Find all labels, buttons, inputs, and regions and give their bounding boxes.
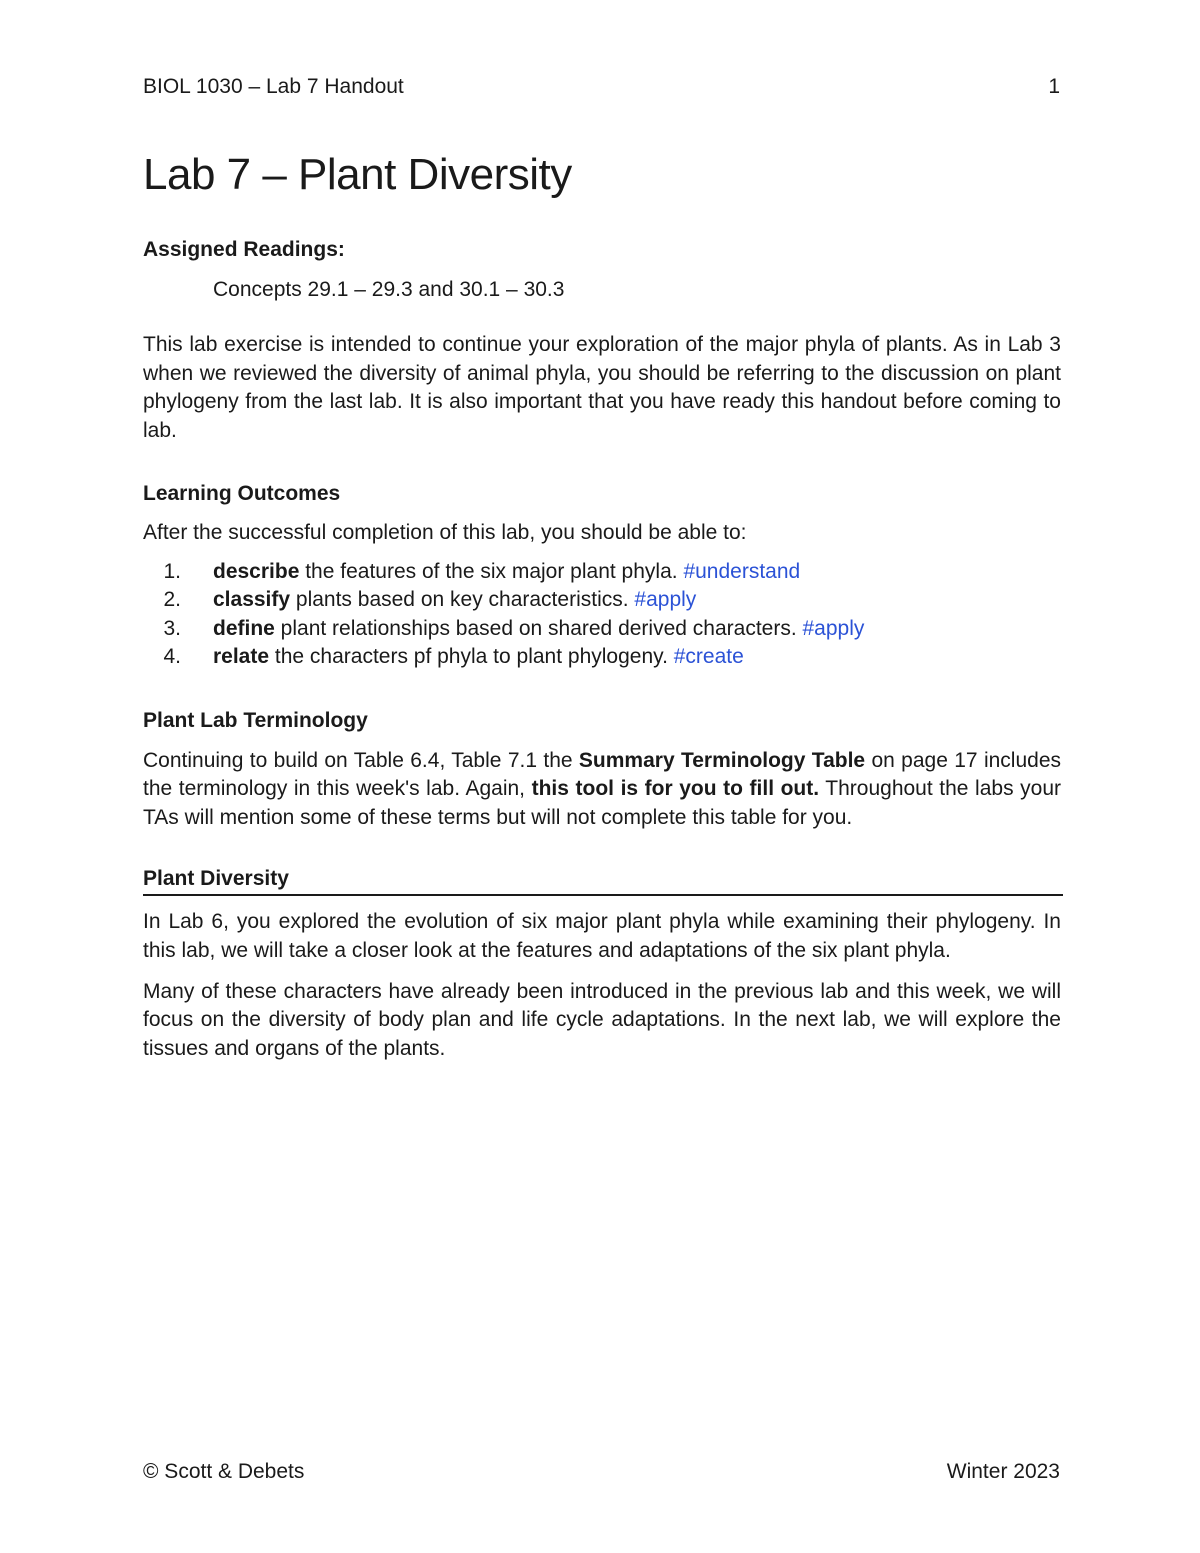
hashtag: #understand: [683, 559, 801, 583]
diversity-paragraph-2: Many of these characters have already been introduced in the previous lab and this week, we will focus on the diversity of body plan and life cycle adaptations. In the next lab, we will explore the tissues and organs of the plants.: [143, 979, 1061, 1060]
list-item: 2. classify plants based on key characteristics. #apply: [163, 588, 697, 612]
outcomes-heading: Learning Outcomes: [143, 482, 341, 506]
outcome-verb: relate: [213, 645, 270, 669]
page-footer: [143, 1457, 1060, 1487]
terminology-paragraph: Continuing to build on Table 6.4, Table 7.1 the Summary Terminology Table on page 17 includes the terminology in this week's lab. Again, this tool is for you to fill out. Throughout the labs your TAs will mention some of these terms but will not complete this table for you.: [143, 748, 1062, 829]
outcome-verb: define: [213, 616, 275, 640]
outcomes-list: [143, 558, 1061, 672]
terminology-heading: Plant Lab Terminology: [143, 708, 368, 732]
diversity-paragraph-1: In Lab 6, you explored the evolution of six major plant phyla while examining their phylogeny. In this lab, we will take a closer look at the features and adaptations of the six plant phyla.: [143, 910, 1061, 962]
readings-heading: Assigned Readings:: [143, 238, 345, 261]
readings-text: Concepts 29.1 – 29.3 and 30.1 – 30.3: [213, 278, 565, 301]
hashtag: #apply: [802, 616, 865, 640]
list-item: 3. define plant relationships based on shared derived characters. #apply: [163, 616, 865, 640]
page-content: [143, 145, 1061, 1063]
course-title: BIOL 1030 – Lab 7 Handout: [143, 75, 404, 98]
hashtag: #apply: [634, 588, 697, 612]
list-item: 1. describe the features of the six major plant phyla. #understand: [163, 559, 801, 583]
page-header: [143, 72, 1060, 102]
page-number: 1: [1048, 75, 1060, 98]
copyright: © Scott & Debets: [143, 1460, 305, 1483]
list-item: 4. relate the characters pf phyla to plant phylogeny. #create: [163, 645, 744, 669]
outcomes-lead: After the successful completion of this lab, you should be able to:: [143, 521, 747, 545]
outcome-verb: classify: [213, 588, 291, 612]
outcome-verb: describe: [213, 559, 300, 583]
hashtag: #create: [673, 645, 744, 669]
document-title: Lab 7 – Plant Diversity: [143, 150, 572, 199]
term: Winter 2023: [946, 1460, 1060, 1483]
diversity-heading: Plant Diversity: [143, 867, 289, 891]
intro-paragraph: This lab exercise is intended to continue your exploration of the major phyla of plants. As in Lab 3 when we reviewed the diversity of animal phyla, you should be referring to the discussion on plant phylogeny from the last lab. It is also important that you have ready this handout before coming to lab.: [143, 333, 1061, 442]
